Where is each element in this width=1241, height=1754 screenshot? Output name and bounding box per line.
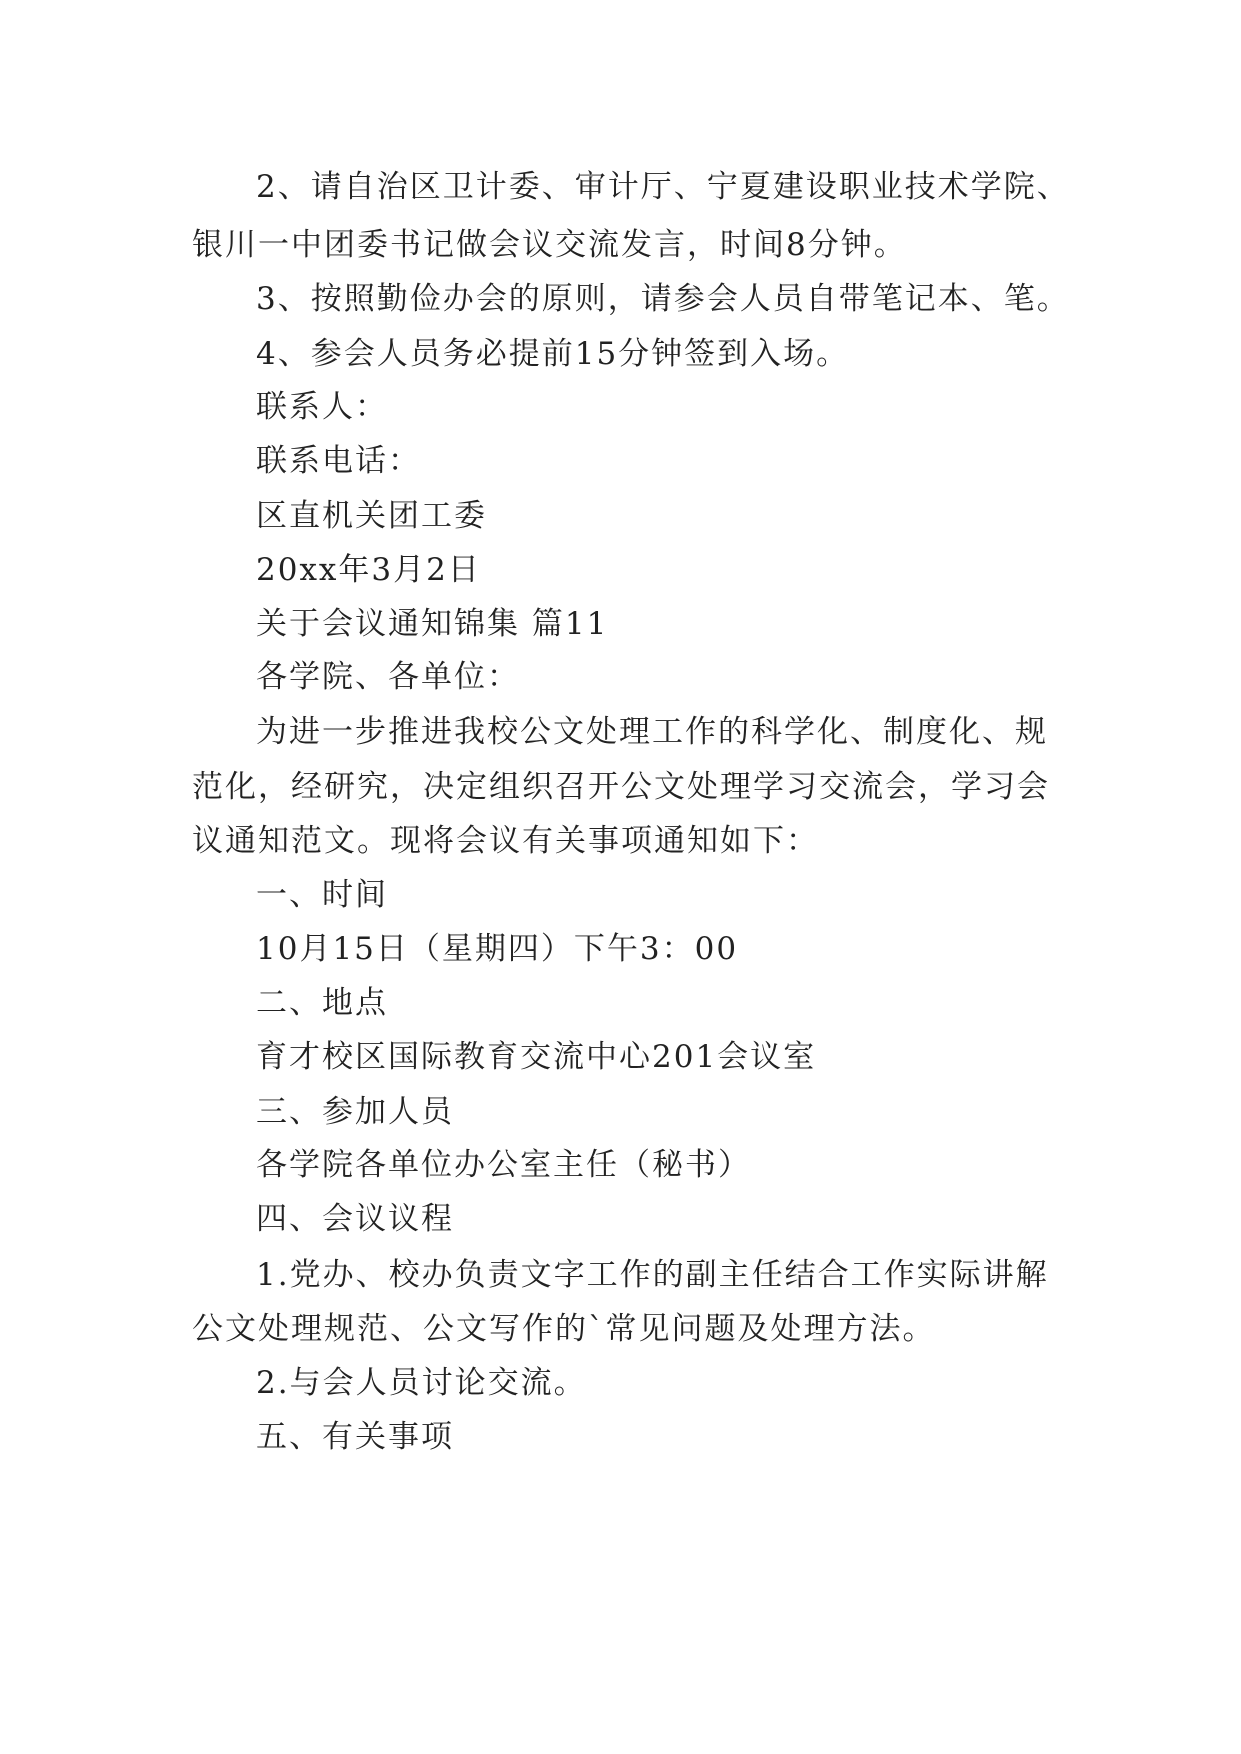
salutation-line: 各学院、各单位： xyxy=(256,659,520,695)
paragraph-line: 1.党办、校办负责文字工作的副主任结合工作实际讲解 xyxy=(256,1257,1049,1293)
paragraph-line: 议通知范文。现将会议有关事项通知如下： xyxy=(192,823,819,859)
issuer-line: 区直机关团工委 xyxy=(256,498,487,534)
heading-agenda: 四、会议议程 xyxy=(256,1201,454,1237)
heading-location: 二、地点 xyxy=(256,985,388,1021)
location-value: 育才校区国际教育交流中心201会议室 xyxy=(256,1039,817,1075)
paragraph-line: 2.与会人员讨论交流。 xyxy=(256,1365,587,1401)
participants-value: 各学院各单位办公室主任（秘书） xyxy=(256,1147,751,1183)
paragraph-line: 4、参会人员务必提前15分钟签到入场。 xyxy=(256,336,850,372)
section-title: 关于会议通知锦集 篇11 xyxy=(256,606,609,642)
paragraph-line: 为进一步推进我校公文处理工作的科学化、制度化、规 xyxy=(256,714,1048,750)
contact-phone-line: 联系电话： xyxy=(256,443,421,479)
contact-person-line: 联系人： xyxy=(256,389,388,425)
heading-time: 一、时间 xyxy=(256,877,388,913)
heading-related-matters: 五、有关事项 xyxy=(256,1419,454,1455)
date-line: 20xx年3月2日 xyxy=(256,552,481,588)
paragraph-line: 2、请自治区卫计委、审计厅、宁夏建设职业技术学院、 xyxy=(256,169,1070,205)
paragraph-line: 3、按照勤俭办会的原则，请参会人员自带笔记本、笔。 xyxy=(256,281,1070,317)
paragraph-line: 范化，经研究，决定组织召开公文处理学习交流会，学习会 xyxy=(192,769,1050,805)
heading-participants: 三、参加人员 xyxy=(256,1094,454,1130)
time-value: 10月15日（星期四）下午3：00 xyxy=(256,931,739,967)
paragraph-line: 公文处理规范、公文写作的`常见问题及处理方法。 xyxy=(192,1311,936,1347)
paragraph-line: 银川一中团委书记做会议交流发言，时间8分钟。 xyxy=(192,227,907,263)
